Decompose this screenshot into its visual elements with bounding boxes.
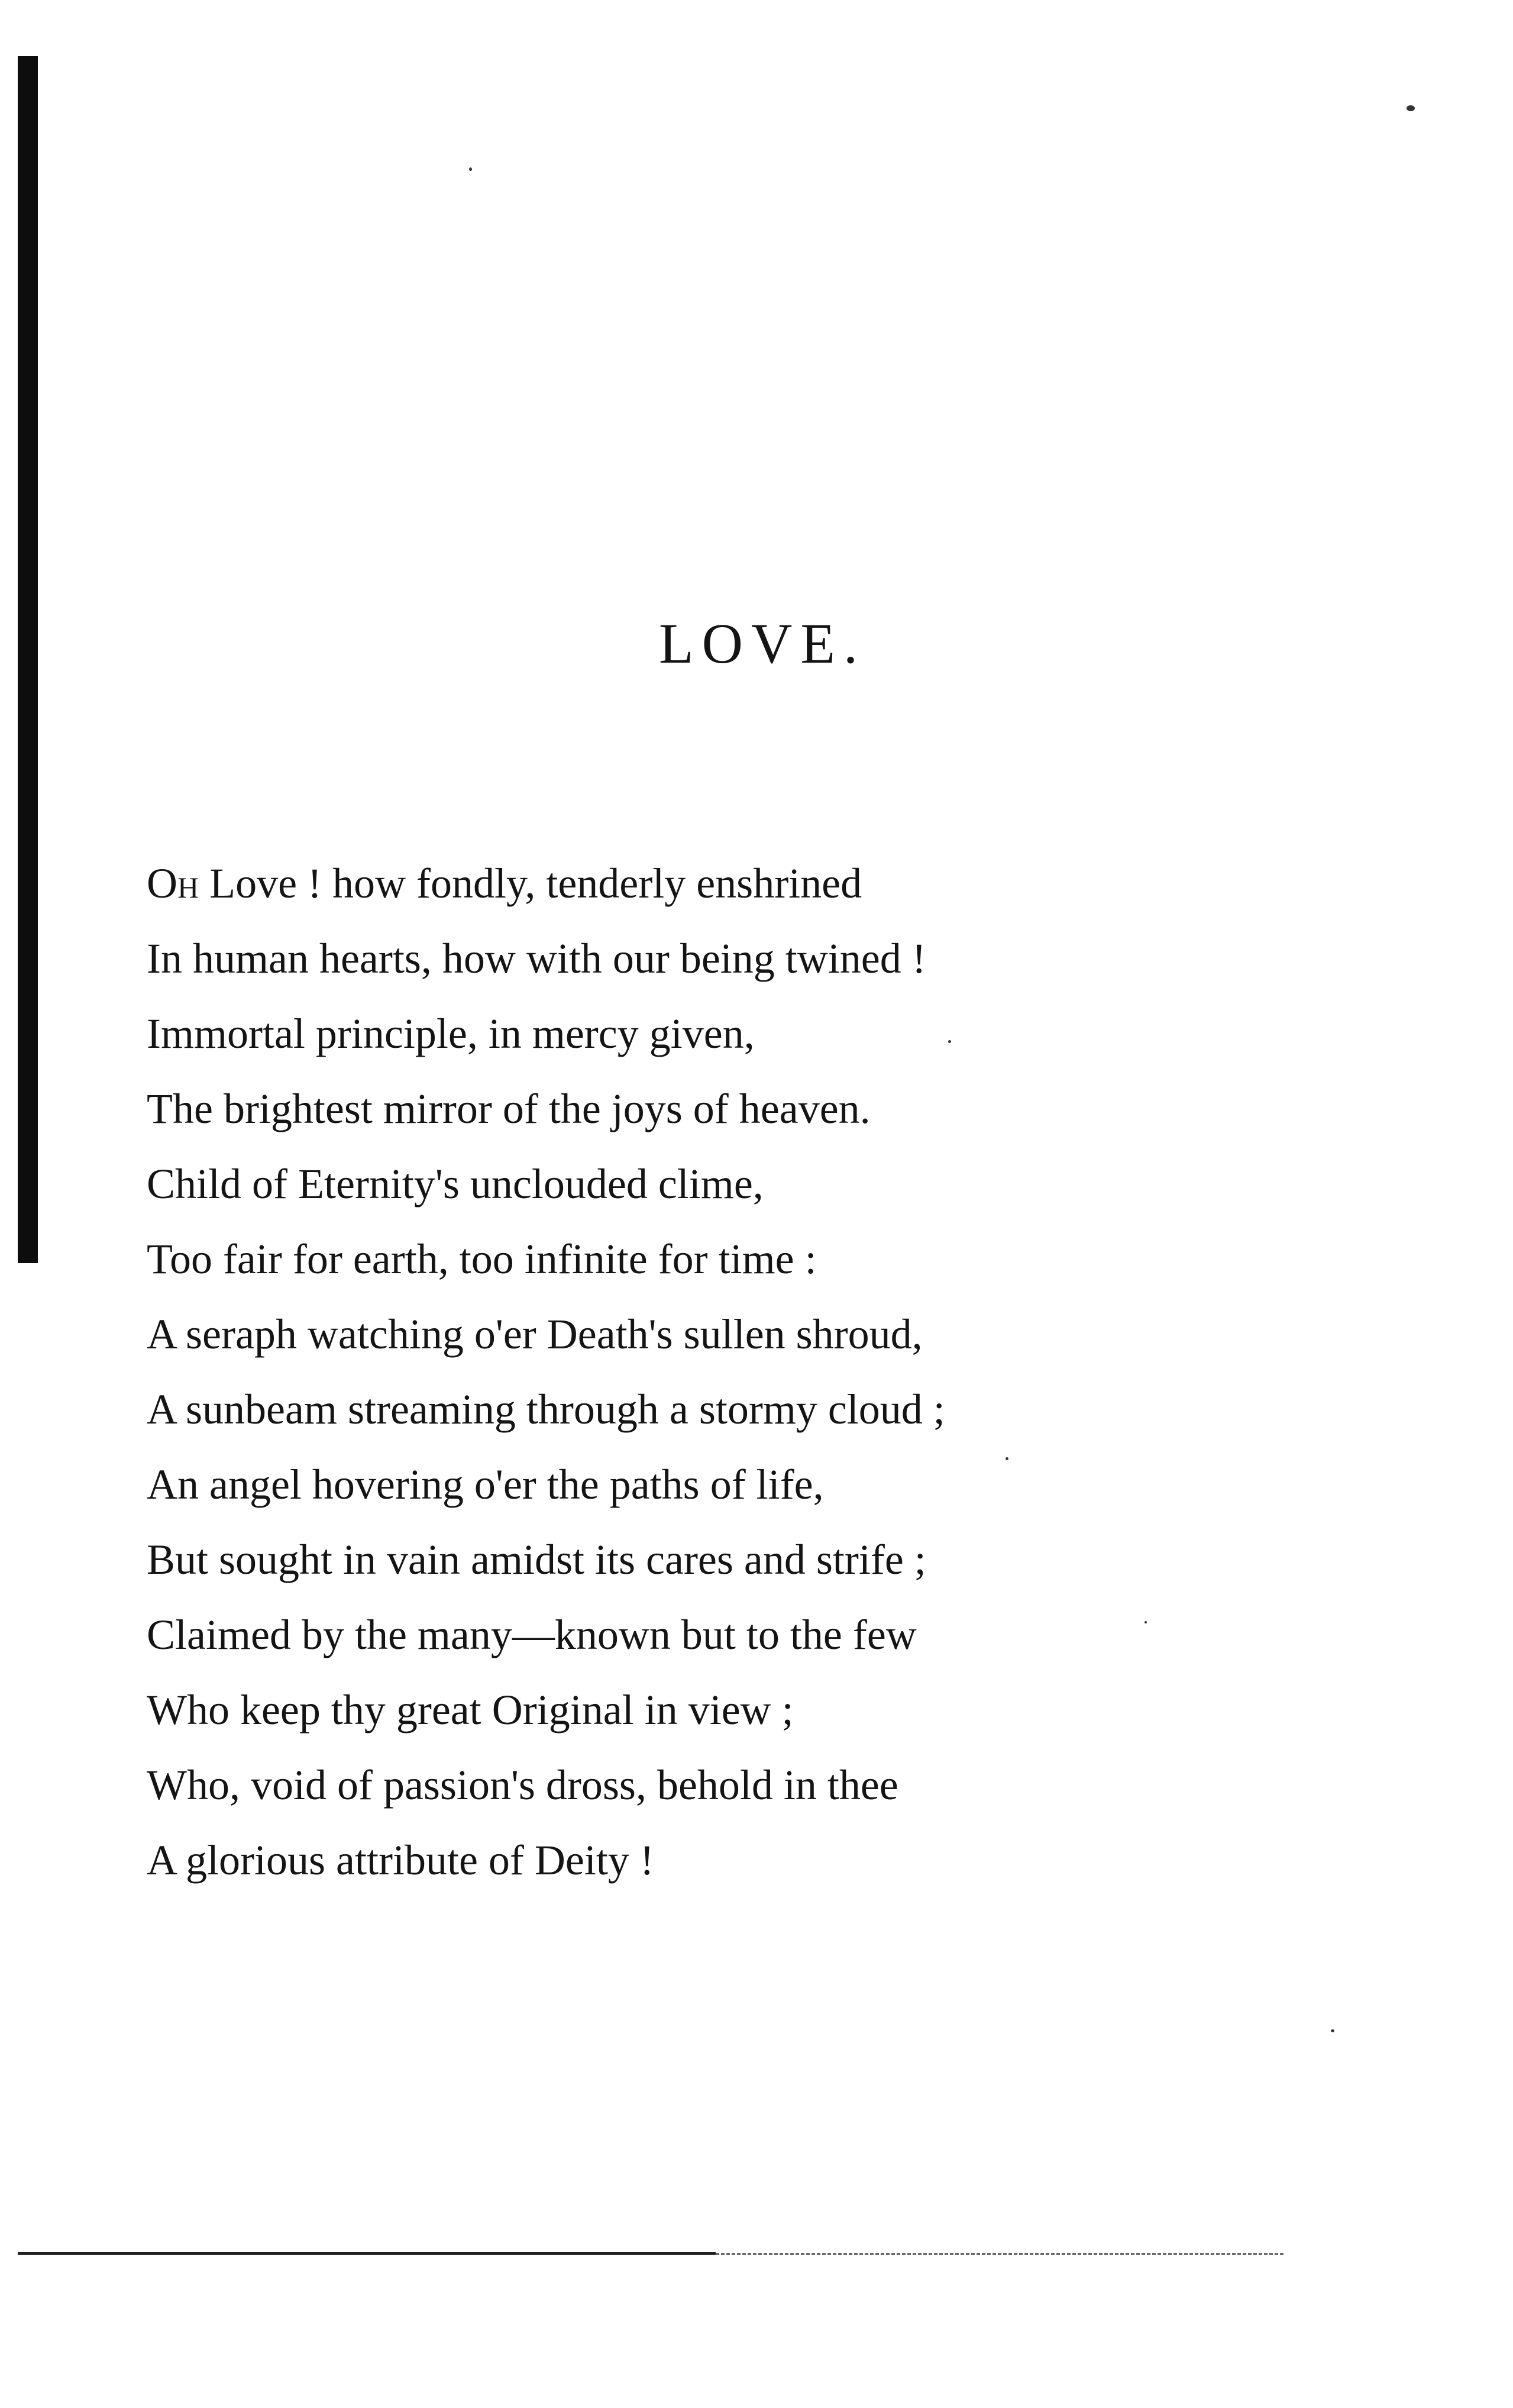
poem-line: A sunbeam streaming through a stormy cloud ; bbox=[147, 1386, 945, 1433]
poem-line: Immortal principle, in mercy given, bbox=[147, 1010, 755, 1057]
poem-line: Who, void of passion's dross, behold in thee bbox=[147, 1761, 898, 1809]
poem-body bbox=[147, 846, 1152, 1898]
poem-line: In human hearts, how with our being twined ! bbox=[147, 935, 926, 982]
poem-line: Claimed by the many—known but to the few bbox=[147, 1611, 917, 1658]
bottom-rule bbox=[18, 2252, 716, 2255]
poem-line: Too fair for earth, too infinite for time : bbox=[147, 1235, 817, 1283]
poem-line: A seraph watching o'er Death's sullen shroud, bbox=[147, 1310, 923, 1358]
ink-speck bbox=[469, 167, 472, 171]
poem-line: A glorious attribute of Deity ! bbox=[147, 1836, 654, 1884]
poem-line: Who keep thy great Original in view ; bbox=[147, 1686, 794, 1734]
poem-title: LOVE. bbox=[659, 612, 866, 675]
poem-line bbox=[147, 846, 1152, 921]
poem-line: The brightest mirror of the joys of heaven. bbox=[147, 1085, 871, 1132]
poem-line: Child of Eternity's unclouded clime, bbox=[147, 1160, 764, 1208]
opening-word: Oh bbox=[147, 860, 199, 907]
first-line-text: Love ! how fondly, tenderly enshrined bbox=[199, 860, 862, 907]
bottom-rule-faint bbox=[716, 2253, 1284, 2255]
poem-line: An angel hovering o'er the paths of life, bbox=[147, 1461, 824, 1508]
ink-speck bbox=[1331, 2029, 1334, 2032]
ink-speck bbox=[1407, 105, 1415, 111]
poem-line: But sought in vain amidst its cares and strife ; bbox=[147, 1536, 926, 1583]
